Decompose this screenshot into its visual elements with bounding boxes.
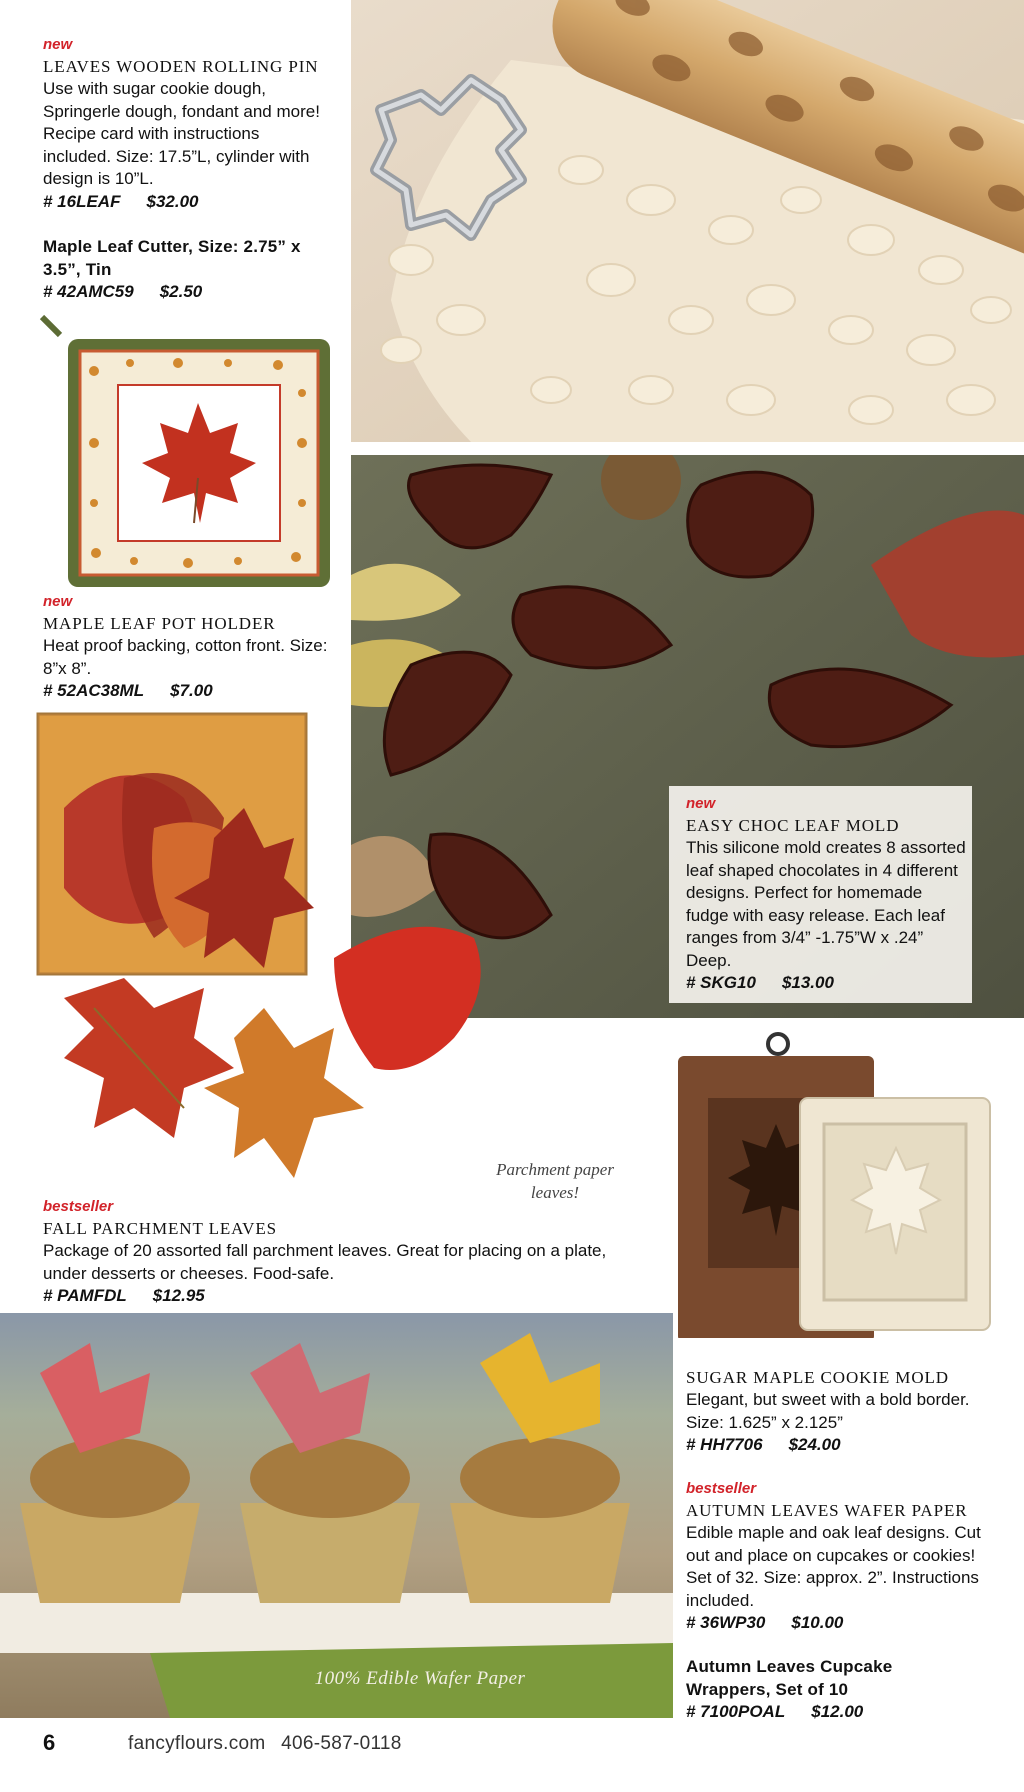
bestseller-tag: bestseller — [43, 1198, 114, 1215]
cookie-mold-description: Elegant, but sweet with a bold border. Size: 1.625” x 2.125” — [686, 1390, 970, 1432]
wafer-paper-block — [686, 1480, 986, 1634]
rolling-pin-sku-line — [43, 191, 343, 213]
wafer-paper-title: AUTUMN LEAVES WAFER PAPER — [686, 1501, 968, 1520]
pot-holder-photo — [38, 313, 336, 593]
parchment-title: FALL PARCHMENT LEAVES — [43, 1219, 277, 1238]
pot-holder-price: $7.00 — [170, 681, 213, 700]
cookie-mold-block — [686, 1367, 986, 1456]
choc-mold-sku: # SKG10 — [686, 973, 756, 992]
cupcakes-photo — [0, 1313, 673, 1718]
wafer-paper-description: Edible maple and oak leaf designs. Cut out and place on cupcakes or cookies! Set of 32. Size: approx. 2”. Instructions included. — [686, 1523, 981, 1610]
choc-mold-price: $13.00 — [781, 973, 834, 992]
parchment-block — [43, 1198, 623, 1307]
leaf-cutter-title: Maple Leaf Cutter, Size: 2.75” x 3.5”, Tin — [43, 237, 301, 279]
choc-mold-block — [686, 795, 968, 994]
rolling-pin-title: LEAVES WOODEN ROLLING PIN — [43, 57, 319, 76]
footer-contact — [128, 1733, 402, 1755]
new-tag: new — [43, 36, 73, 53]
rolling-pin-description: Use with sugar cookie dough, Springerle dough, fondant and more! Recipe card with instructions included. Size: 17.5”L, cylinder with design is 10”L. — [43, 79, 320, 188]
cupcake-wrappers-block — [686, 1656, 966, 1723]
parchment-caption: Parchment paper leaves! — [496, 1160, 614, 1202]
parchment-sku: # PAMFDL — [43, 1286, 127, 1305]
parchment-leaves-photo — [34, 708, 574, 1220]
cookie-mold-title: SUGAR MAPLE COOKIE MOLD — [686, 1368, 949, 1387]
cupcake-wrappers-sku-line — [686, 1701, 966, 1723]
wafer-paper-sku: # 36WP30 — [686, 1613, 766, 1632]
choc-mold-sku-line — [686, 972, 968, 994]
wafer-paper-sku-line — [686, 1612, 986, 1634]
page-number: 6 — [43, 1730, 56, 1755]
parchment-description: Package of 20 assorted fall parchment leaves. Great for placing on a plate, under desserts or cheeses. Food-safe. — [43, 1241, 607, 1283]
rolling-pin-block — [43, 36, 343, 213]
parchment-sku-line — [43, 1285, 623, 1307]
cookie-mold-photo — [674, 1028, 996, 1338]
new-tag: new — [43, 593, 73, 610]
leaf-cutter-sku-line — [43, 281, 333, 303]
cupcake-wrappers-price: $12.00 — [811, 1702, 864, 1721]
wafer-paper-price: $10.00 — [791, 1613, 844, 1632]
website-link[interactable]: fancyflours.com — [128, 1733, 266, 1754]
leaf-cutter-price: $2.50 — [159, 282, 203, 301]
parchment-price: $12.95 — [152, 1286, 205, 1305]
wafer-paper-caption: 100% Edible Wafer Paper — [314, 1668, 526, 1689]
cupcake-wrappers-title: Autumn Leaves Cupcake Wrappers, Set of 10 — [686, 1657, 893, 1699]
cookie-mold-sku-line — [686, 1434, 986, 1456]
rolling-pin-price: $32.00 — [146, 191, 199, 211]
cupcake-wrappers-sku: # 7100POAL — [686, 1702, 786, 1721]
pot-holder-description: Heat proof backing, cotton front. Size: 8”x 8”. — [43, 636, 328, 678]
new-tag: new — [686, 795, 716, 812]
cookie-mold-sku: # HH7706 — [686, 1435, 763, 1454]
rolling-pin-photo — [351, 0, 1024, 442]
choc-mold-description: This silicone mold creates 8 assorted leaf shaped chocolates in 4 different designs. Perfect for homemade fudge with easy release. Each leaf ranges from 3/4” -1.75”W x .24” Deep. — [686, 838, 966, 970]
pot-holder-sku: # 52AC38ML — [43, 681, 145, 700]
phone-number: 406-587-0118 — [281, 1733, 402, 1754]
bestseller-tag: bestseller — [686, 1480, 757, 1497]
choc-mold-title: EASY CHOC LEAF MOLD — [686, 816, 900, 835]
leaf-cutter-sku: # 42AMC59 — [43, 282, 134, 301]
pot-holder-block — [43, 593, 343, 702]
leaf-cutter-block — [43, 236, 333, 303]
cookie-mold-price: $24.00 — [788, 1435, 841, 1454]
pot-holder-sku-line — [43, 680, 343, 702]
pot-holder-title: MAPLE LEAF POT HOLDER — [43, 614, 276, 633]
rolling-pin-sku: # 16LEAF — [43, 191, 121, 211]
